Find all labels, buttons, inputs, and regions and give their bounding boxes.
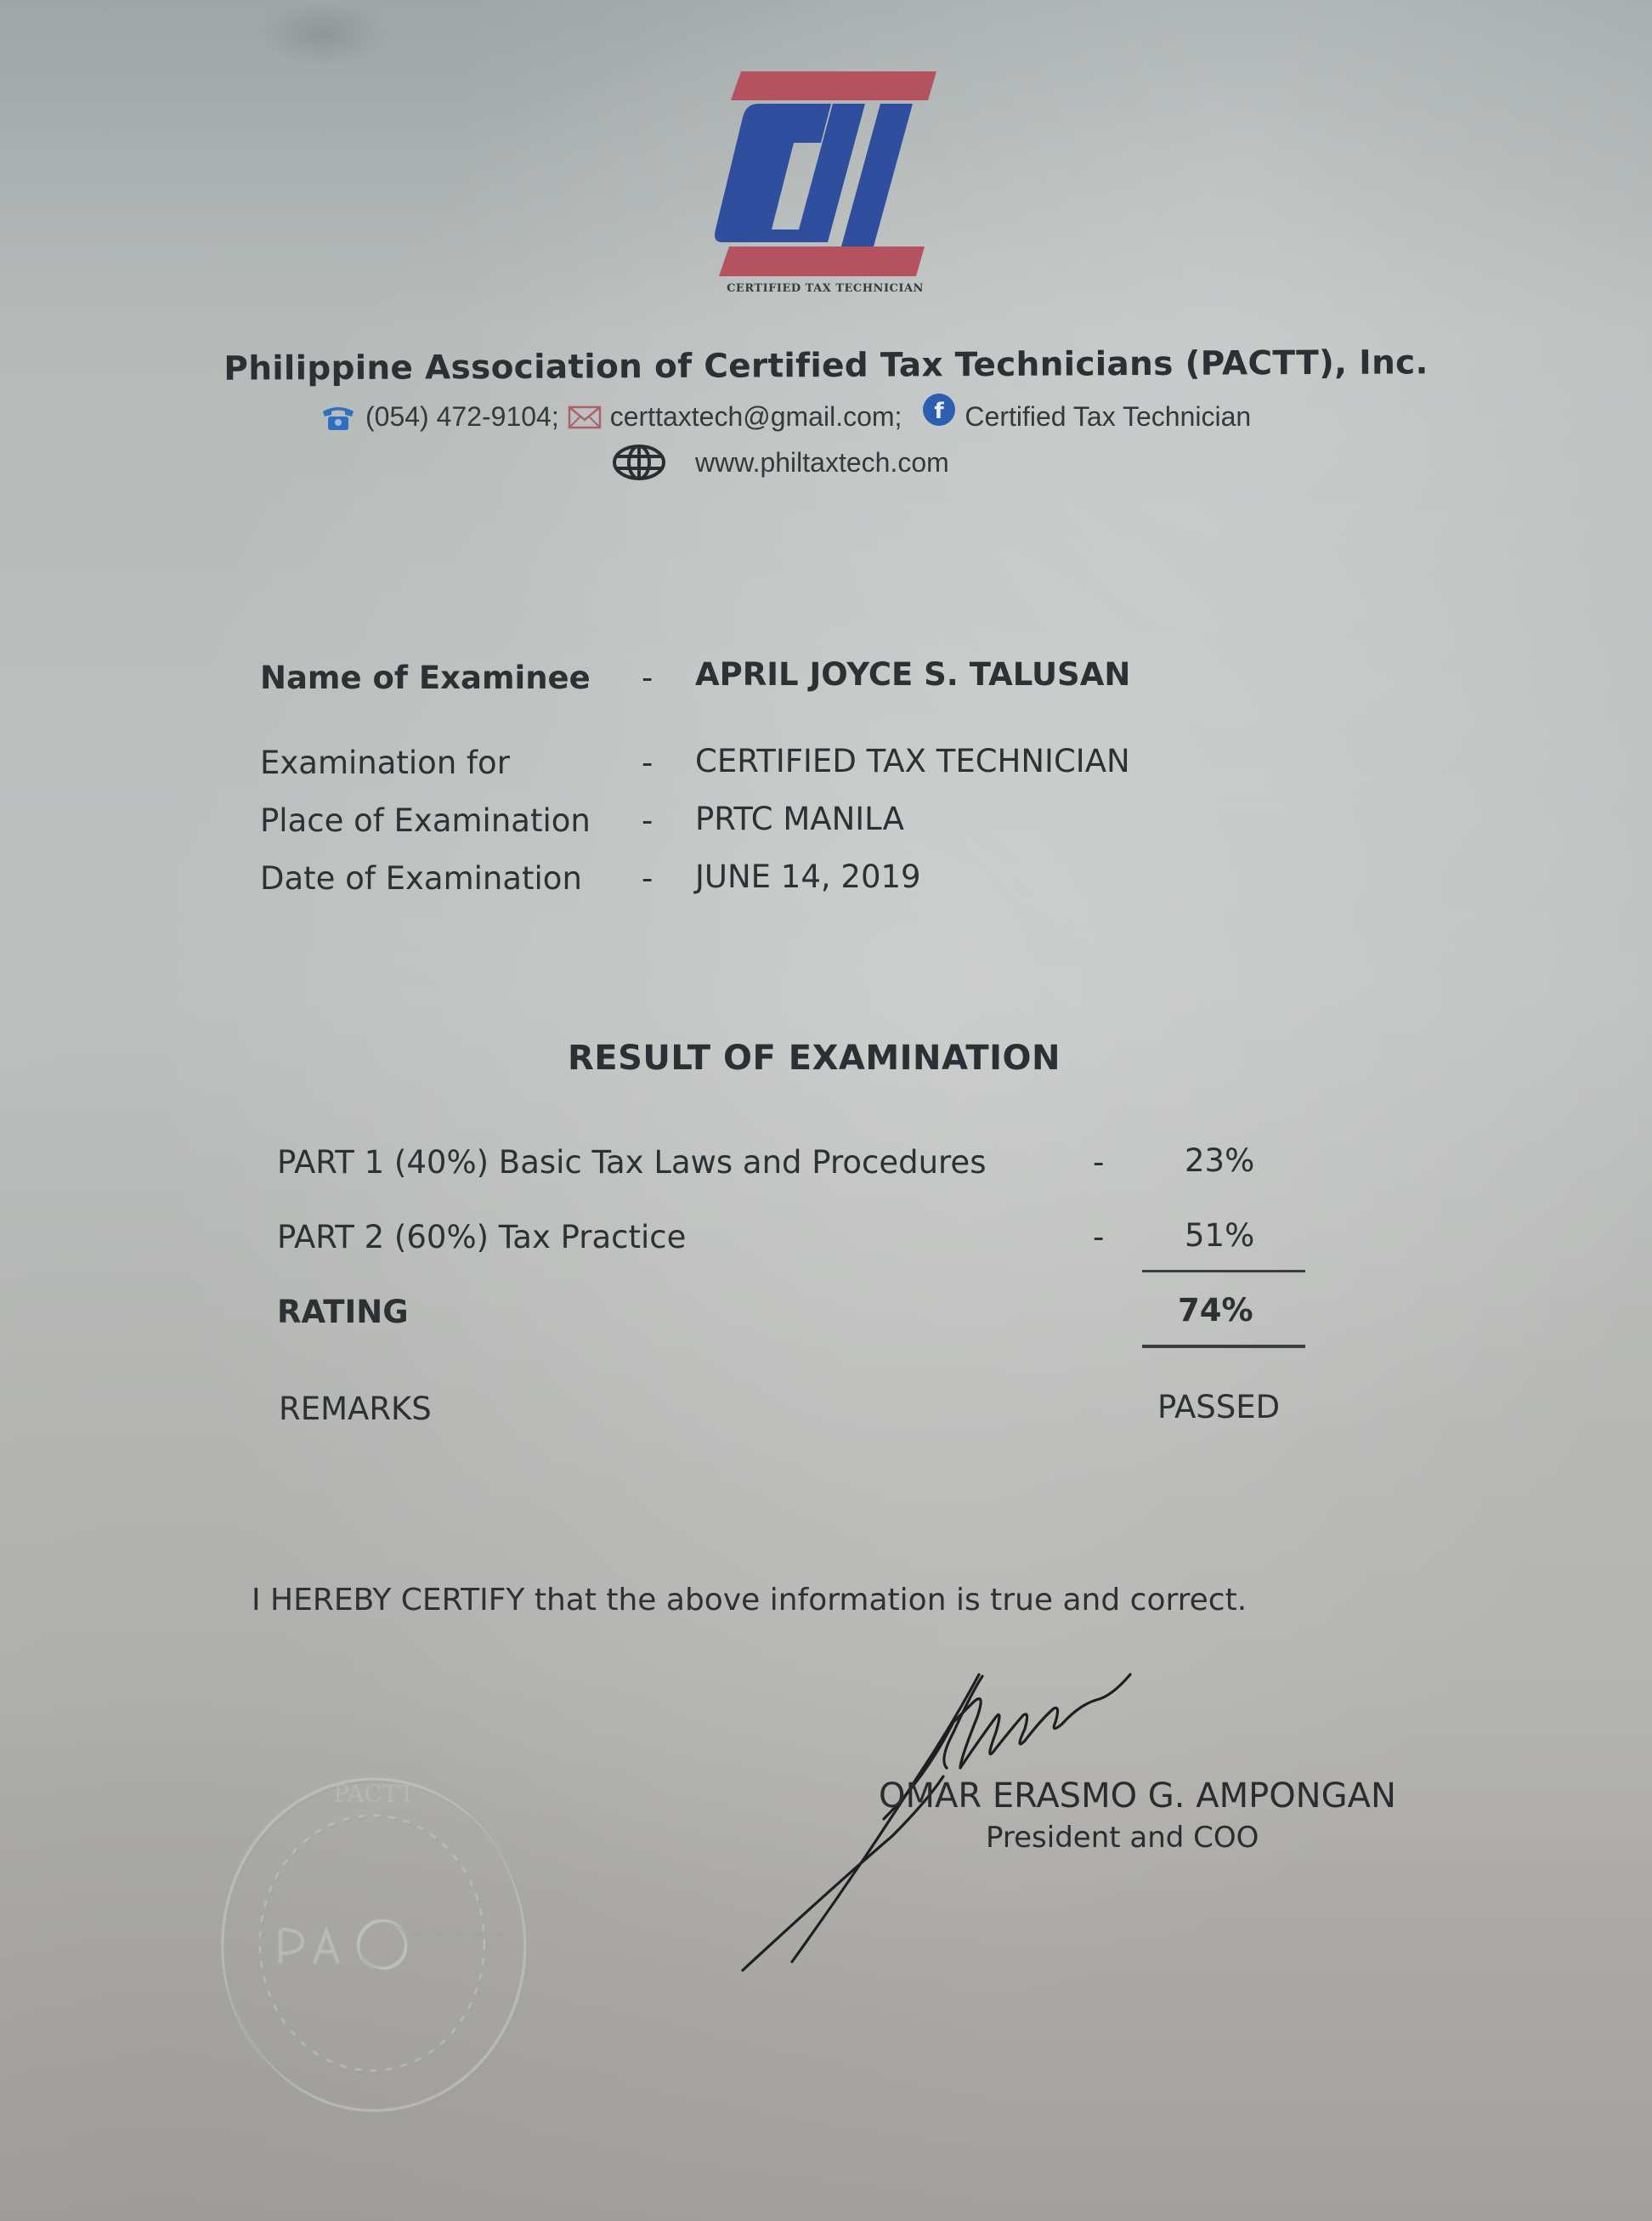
globe-icon (612, 444, 666, 481)
facebook-icon (922, 393, 956, 427)
telephone-icon (320, 403, 357, 432)
svg-text:f: f (934, 398, 945, 424)
website-line (612, 444, 949, 481)
exam-date-value: JUNE 14, 2019 (695, 858, 921, 895)
separator: - (1093, 1144, 1105, 1181)
part-2-score: 51% (1185, 1217, 1255, 1254)
embossed-seal (195, 1751, 552, 2125)
separator: - (1093, 1219, 1105, 1255)
signatory-title: President and COO (986, 1821, 1259, 1855)
results-title: RESULT OF EXAMINATION (568, 1039, 1061, 1078)
exam-date-label: Date of Examination (260, 860, 582, 897)
envelope-icon (568, 405, 602, 430)
separator: - (642, 802, 653, 839)
logo-caption: CERTIFIED TAX TECHNICIAN (727, 282, 924, 295)
phone-number: (054) 472-9104; (365, 401, 559, 432)
contact-line (320, 398, 1252, 433)
exam-place-label: Place of Examination (260, 802, 591, 839)
rating-value: 74% (1178, 1292, 1253, 1329)
name-label: Name of Examinee (260, 660, 591, 696)
part-1-score: 23% (1185, 1142, 1255, 1179)
remarks-value: PASSED (1157, 1389, 1281, 1425)
svg-text:PACTT: PACTT (333, 1780, 415, 1808)
organization-name: Philippine Association of Certified Tax Technicians (PACTT), Inc. (223, 343, 1429, 388)
website-url[interactable]: www.philtaxtech.com (695, 446, 949, 478)
separator: - (642, 745, 653, 781)
subtotal-rule (1142, 1270, 1305, 1272)
examinee-name: APRIL JOYCE S. TALUSAN (695, 656, 1131, 693)
total-rule (1142, 1345, 1305, 1348)
email-address[interactable]: certtaxtech@gmail.com; (609, 401, 902, 432)
certification-statement: I HEREBY CERTIFY that the above information is true and correct. (252, 1583, 1247, 1618)
paper-shadow (255, 0, 391, 68)
separator: - (642, 660, 653, 696)
remarks-label: REMARKS (279, 1391, 432, 1427)
exam-type-value: CERTIFIED TAX TECHNICIAN (695, 743, 1130, 779)
part-2-label: PART 2 (60%) Tax Practice (277, 1219, 687, 1255)
part-1-label: PART 1 (40%) Basic Tax Laws and Procedures (277, 1144, 987, 1181)
facebook-page-name[interactable]: Certified Tax Technician (965, 401, 1252, 432)
signatory-name: OMAR ERASMO G. AMPONGAN (879, 1776, 1396, 1816)
separator: - (642, 860, 653, 897)
exam-place-value: PRTC MANILA (695, 801, 904, 837)
ctt-logo (705, 68, 943, 297)
rating-label: RATING (277, 1294, 409, 1330)
exam-type-label: Examination for (260, 745, 510, 781)
